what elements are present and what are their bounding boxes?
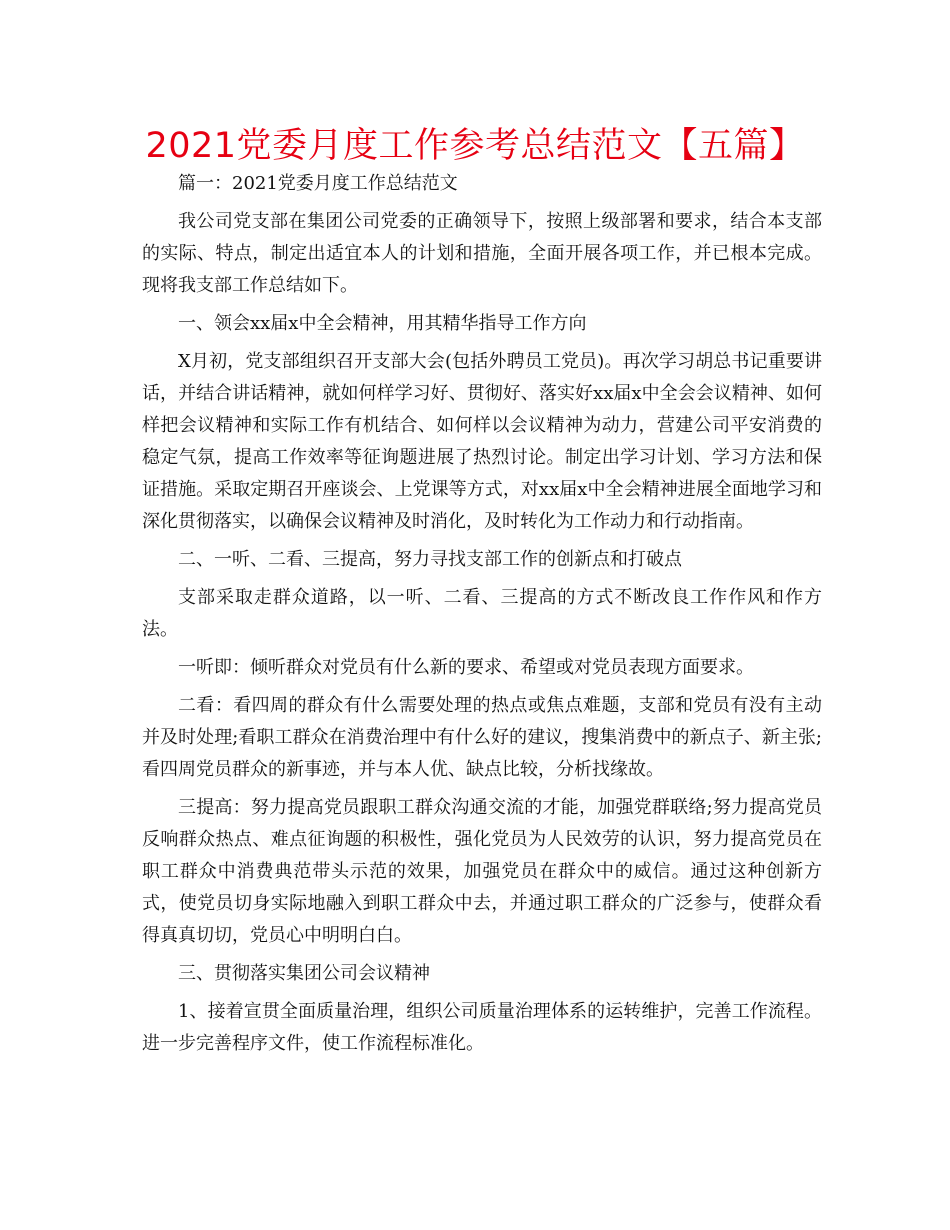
section-heading-3: 三、贯彻落实集团公司会议精神 xyxy=(178,963,430,984)
section-heading-2: 二、一听、二看、三提高，努力寻找支部工作的创新点和打破点 xyxy=(178,549,682,570)
paragraph-listen: 一听即：倾听群众对党员有什么新的要求、希望或对党员表现方面要求。 xyxy=(178,657,754,678)
section-heading-part-one: 篇一：2021党委月度工作总结范文 xyxy=(178,173,458,194)
paragraph-improve: 三提高：努力提高党员跟职工群众沟通交流的才能，加强党群联络;努力提高党员反响群众热点、难点征询题的积极性，强化党员为人民效劳的认识，努力提高党员在职工群众中消费典范带头示范的效果，加强党员在群众中的威信。通过这种创新方式，使党员切身实际地融入到职工群众中去，并通过职工群众的广泛参与，使群众看得真真切切，党员心中明明白白。 xyxy=(142,797,822,946)
paragraph-quality: 1、接着宣贯全面质量治理，组织公司质量治理体系的运转维护，完善工作流程。进一步完善程序文件，使工作流程标准化。 xyxy=(142,1001,822,1054)
section-heading-1: 一、领会xx届x中全会精神，用其精华指导工作方向 xyxy=(178,313,587,334)
document-title: 2021党委月度工作参考总结范文【五篇】 xyxy=(145,126,805,166)
paragraph-intro: 我公司党支部在集团公司党委的正确领导下，按照上级部署和要求，结合本支部的实际、特点，制定出适宜本人的计划和措施，全面开展各项工作，并已根本完成。现将我支部工作总结如下。 xyxy=(142,211,822,296)
document-body xyxy=(142,168,822,1066)
paragraph-mass-line: 支部采取走群众道路，以一听、二看、三提高的方式不断改良工作作风和作方法。 xyxy=(142,587,822,640)
paragraph-study: X月初，党支部组织召开支部大会(包括外聘员工党员)。再次学习胡总书记重要讲话，并结合讲话精神，就如何样学习好、贯彻好、落实好xx届x中全会会议精神、如何样把会议精神和实际工作有机结合、如何样以会议精神为动力，营建公司平安消费的稳定气氛，提高工作效率等征询题进展了热烈讨论。制定出学习计划、学习方法和保证措施。采取定期召开座谈会、上党课等方式，对xx届x中全会精神进展全面地学习和深化贯彻落实，以确保会议精神及时消化，及时转化为工作动力和行动指南。 xyxy=(142,351,822,532)
paragraph-look: 二看：看四周的群众有什么需要处理的热点或焦点难题，支部和党员有没有主动并及时处理;看职工群众在消费治理中有什么好的建议，搜集消费中的新点子、新主张;看四周党员群众的新事迹，并与本人优、缺点比较，分析找缘故。 xyxy=(142,695,822,780)
